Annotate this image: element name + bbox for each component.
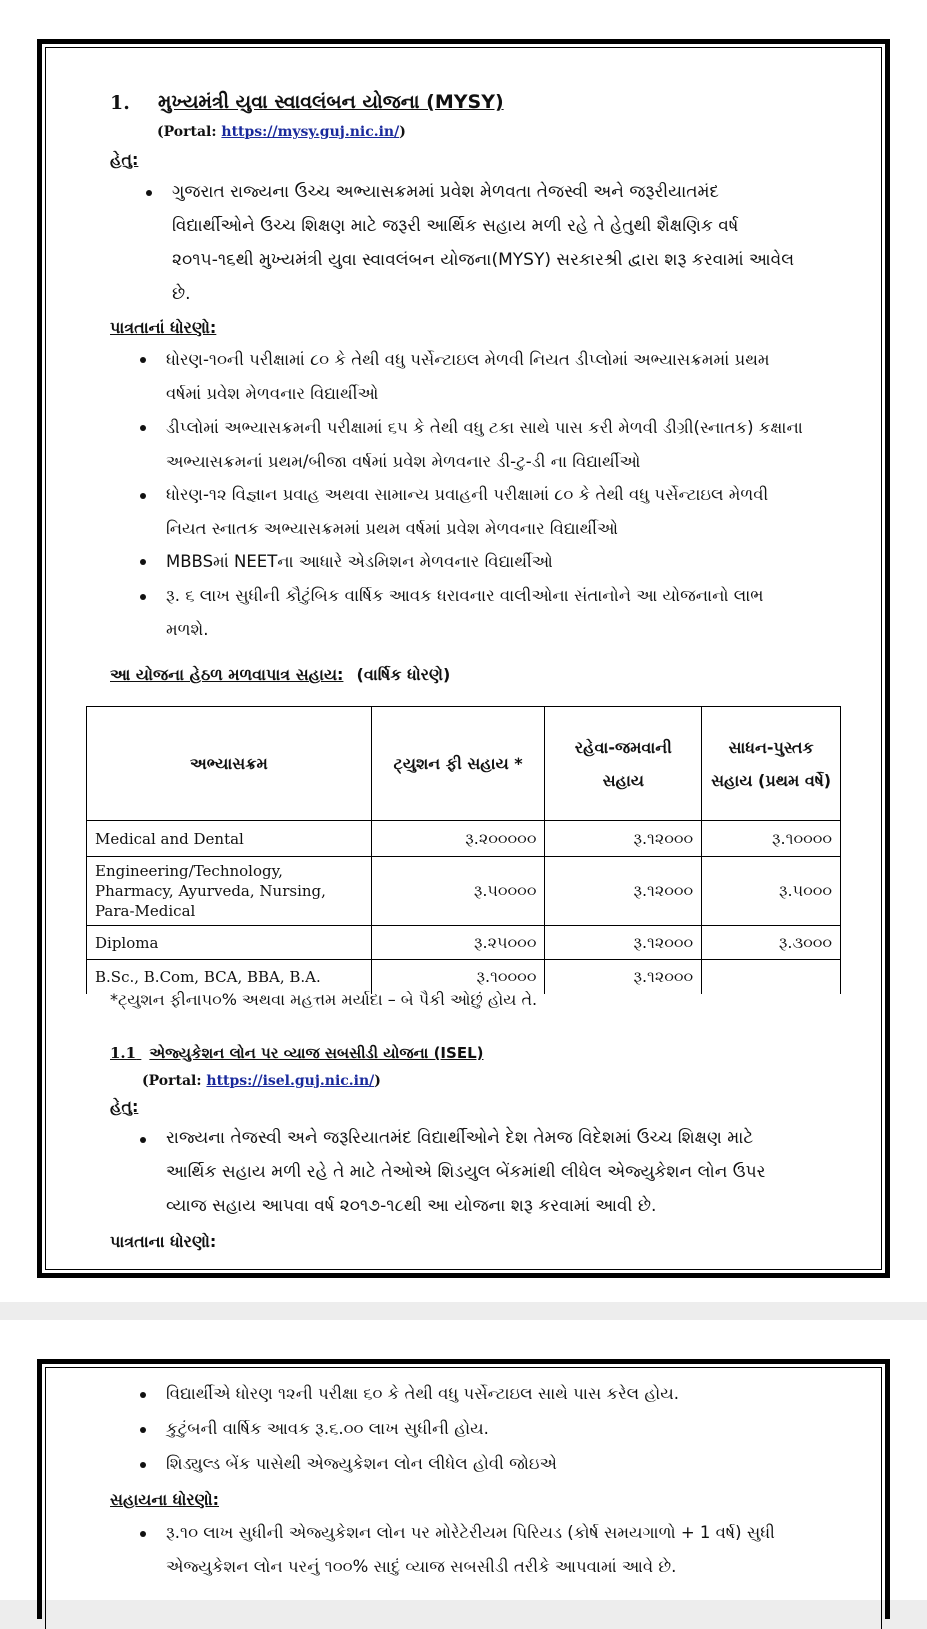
table-cell: રૂ.૫૦૦૦૦ [371, 857, 545, 926]
table-header: સાધન-પુસ્તક સહાય (પ્રથમ વર્ષે) [702, 707, 841, 821]
aid-heading: આ યોજના હેઠળ મળવાપાત્ર સહાય: [110, 665, 344, 684]
eligibility-heading: પાત્રતાના ધોરણો: [110, 1232, 217, 1251]
purpose-text: ગુજરાત રાજ્યના ઉચ્ચ અભ્યાસક્રમમાં પ્રવેશ મેળવતા તેજસ્વી અને જરૂરીયાતમંદ વિદ્યાર્થીઓને ઉચ્ચ શિક્ષણ માટે જરૂરી આર્થિક સહાય મળી રહે તે હેતુથી શૈક્ષણિક વર્ષ ૨૦૧૫-૧૬થી મુખ્યમંત્રી યુવા સ્વાવલંબન યોજના(MYSY) સરકારશ્રી દ્વારા શરૂ કરવામાં આવેલ છે. [172, 182, 795, 304]
table-cell [702, 960, 841, 994]
table-cell: રૂ.૧૨૦૦૦ [545, 926, 702, 960]
bullet-dot [140, 1427, 146, 1433]
table-cell: રૂ.૧૨૦૦૦ [545, 960, 702, 994]
aid-norms-heading: સહાયના ધોરણો: [110, 1490, 219, 1509]
subsection-number: 1.1 [110, 1044, 137, 1062]
table-cell: રૂ.૧૦૦૦૦ [702, 821, 841, 857]
eligibility-item: કુટુંબની વાર્ષિક આવક રૂ.૬.૦૦ લાખ સુધીની હોય. [166, 1419, 489, 1438]
table-cell: રૂ.૫૦૦૦ [702, 857, 841, 926]
document-page-2 [0, 1320, 927, 1600]
table-cell: રૂ.૧૨૦૦૦ [545, 821, 702, 857]
eligibility-heading: પાત્રતાનાં ધોરણો: [110, 318, 217, 337]
aid-heading-line [110, 665, 450, 685]
bullet-dot [146, 190, 152, 196]
table-cell: રૂ.૨૫૦૦૦ [371, 926, 545, 960]
table-cell: B.Sc., B.Com, BCA, BBA, B.A. [87, 960, 372, 994]
portal-suffix: ) [374, 1073, 381, 1089]
portal-line [157, 124, 406, 140]
section-title: મુખ્યમંત્રી યુવા સ્વાવલંબન યોજના (MYSY) [158, 91, 504, 113]
table-cell: રૂ.૨૦૦૦૦૦ [371, 821, 545, 857]
eligibility-item: ધોરણ-૧૨ વિજ્ઞાન પ્રવાહ અથવા સામાન્ય પ્રવાહની પરીક્ષામાં ૮૦ કે તેથી વધુ પર્સેન્ટાઇલ મેળવી નિયત સ્નાતક અભ્યાસક્રમમાં પ્રથમ વર્ષમાં પ્રવેશ મેળવનાર વિદ્યાર્થીઓ [166, 485, 769, 538]
footnote: *ટ્યુશન ફીના૫૦% અથવા મહત્તમ મર્યાદા – બે પૈકી ઓછું હોય તે. [110, 990, 538, 1009]
aid-heading-suffix: (વાર્ષિક ધોરણે) [356, 665, 451, 684]
portal-line [142, 1073, 381, 1089]
purpose-heading: હેતુ: [110, 150, 139, 169]
table-header: અભ્યાસક્રમ [87, 707, 372, 821]
table-cell: Medical and Dental [87, 821, 372, 857]
table-row [87, 821, 841, 857]
table-header: રહેવા-જમવાની સહાય [545, 707, 702, 821]
bullet-dot [140, 1137, 146, 1143]
eligibility-item: MBBSમાં NEETના આધારે એડમિશન મેળવનાર વિદ્યાર્થીઓ [166, 552, 553, 571]
purpose-heading: હેતુ: [110, 1097, 139, 1116]
bullet-dot [140, 493, 146, 499]
portal-link[interactable]: https://mysy.guj.nic.in/ [221, 124, 400, 140]
aid-norm-text: રૂ.૧૦ લાખ સુધીની એજ્યુકેશન લોન પર મોરેટેરીયમ પિરિયડ (કોર્ષ સમયગાળો + 1 વર્ષ) સુધી એજ્યુકેશન લોન પરનું ૧૦૦% સાદું વ્યાજ સબસીડી તરીકે આપવામાં આવે છે. [166, 1523, 775, 1576]
table-cell: રૂ.૧૨૦૦૦ [545, 857, 702, 926]
table-row [87, 926, 841, 960]
table-header: ટ્યુશન ફી સહાય * [371, 707, 545, 821]
portal-label: (Portal: [142, 1073, 207, 1089]
table-cell: Diploma [87, 926, 372, 960]
portal-suffix: ) [399, 124, 406, 140]
aid-table [86, 706, 841, 994]
eligibility-item: વિદ્યાર્થીએ ધોરણ ૧૨ની પરીક્ષા ૬૦ કે તેથી વધુ પર્સેન્ટાઇલ સાથે પાસ કરેલ હોય. [166, 1384, 680, 1403]
eligibility-item: રૂ. ૬ લાખ સુધીની કૌટુંબિક વાર્ષિક આવક ધરાવનાર વાલીઓના સંતાનોને આ યોજનાનો લાભ મળશે. [166, 586, 764, 639]
eligibility-item: ડીપ્લોમાં અભ્યાસક્રમની પરીક્ષામાં ૬૫ કે તેથી વધુ ટકા સાથે પાસ કરી મેળવી ડીગ્રી(સ્નાતક) કક્ષાના અભ્યાસક્રમનાં પ્રથમ/બીજા વર્ષમાં પ્રવેશ મેળવનાર ડી-ટુ-ડી ના વિદ્યાર્થીઓ [166, 418, 803, 471]
bullet-dot [140, 559, 146, 565]
section-number: 1. [110, 92, 130, 114]
subsection-title-line [110, 1044, 483, 1062]
table-row [87, 960, 841, 994]
table-header-row [87, 707, 841, 821]
portal-link[interactable]: https://isel.guj.nic.in/ [206, 1073, 375, 1089]
table-cell: Engineering/Technology, Pharmacy, Ayurveda, Nursing, Para-Medical [87, 857, 372, 926]
bullet-dot [140, 1462, 146, 1468]
table-cell: રૂ.૧૦૦૦૦ [371, 960, 545, 994]
bullet-dot [140, 1531, 146, 1537]
table-cell: રૂ.૩૦૦૦ [702, 926, 841, 960]
bullet-dot [140, 1392, 146, 1398]
bullet-dot [140, 357, 146, 363]
purpose-text: રાજ્યના તેજસ્વી અને જરૂરિયાતમંદ વિદ્યાર્થીઓને દેશ તેમજ વિદેશમાં ઉચ્ચ શિક્ષણ માટે આર્થિક સહાય મળી રહે તે માટે તેઓએ શિડયુલ બેંકમાંથી લીધેલ એજ્યુકેશન લોન ઉપર વ્યાજ સહાય આપવા વર્ષ ૨૦૧૭-૧૮થી આ યોજના શરૂ કરવામાં આવી છે. [166, 1128, 766, 1216]
eligibility-item: શિડ્યુલ્ડ બેંક પાસેથી એજ્યુકેશન લોન લીધેલ હોવી જોઇએ [166, 1454, 557, 1473]
portal-label: (Portal: [157, 124, 222, 140]
bullet-dot [140, 594, 146, 600]
subsection-title: એજ્યુકેશન લોન પર વ્યાજ સબસીડી યોજના (ISEL) [149, 1044, 484, 1062]
bullet-dot [140, 425, 146, 431]
table-row [87, 857, 841, 926]
eligibility-item: ધોરણ-૧૦ની પરીક્ષામાં ૮૦ કે તેથી વધુ પર્સેન્ટાઇલ મેળવી નિયત ડીપ્લોમાં અભ્યાસક્રમમાં પ્રથમ વર્ષમાં પ્રવેશ મેળવનાર વિદ્યાર્થીઓ [166, 350, 770, 403]
